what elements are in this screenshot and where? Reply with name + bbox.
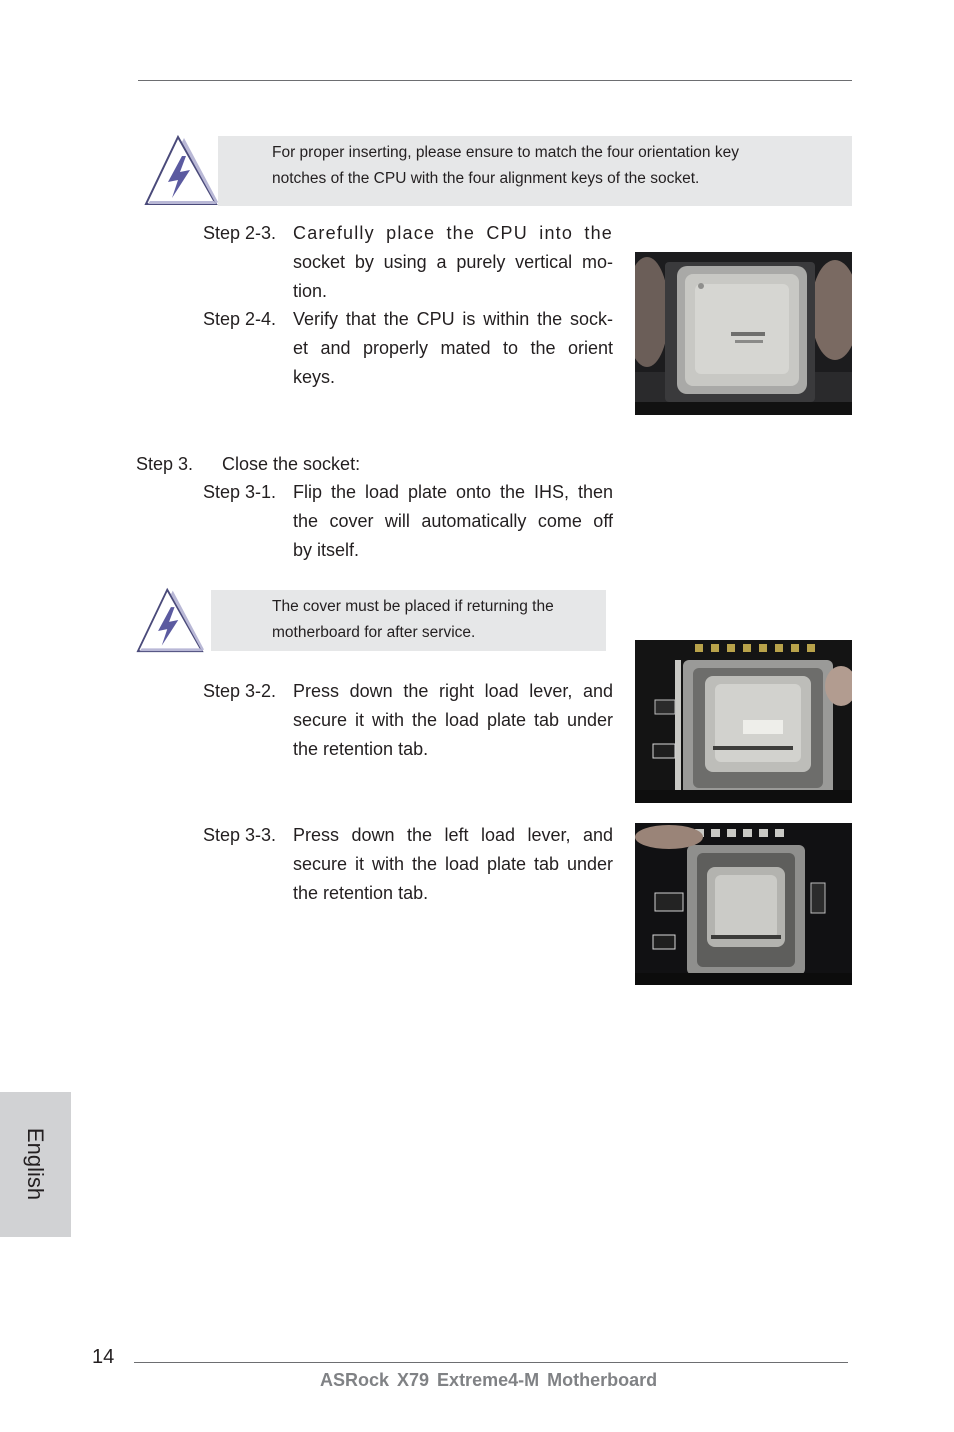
step-3-3-label: Step 3-3. — [203, 825, 277, 845]
note-orientation-line-1: For proper inserting, please ensure to match the four orientation key — [272, 144, 739, 161]
step-2-3-line-3: tion. — [293, 281, 328, 301]
step-3-2-label: Step 3-2. — [203, 681, 277, 701]
note-cover — [211, 590, 606, 651]
step-2-3-line-1: Carefully place the CPU into the — [293, 223, 613, 243]
warning-icon — [134, 587, 206, 653]
step-3-2-line-1: Press down the right load lever, and — [293, 681, 613, 701]
step-2-4-line-3: keys. — [293, 367, 336, 387]
step-3-text: Close the socket: — [222, 454, 361, 474]
note-orientation — [218, 136, 852, 206]
header-rule — [138, 80, 852, 81]
step-3-1-text — [293, 478, 613, 565]
note-orientation-line-2: notches of the CPU with the four alignment keys of the socket. — [272, 170, 700, 187]
left-lever-photo — [635, 823, 852, 985]
step-3-1-label: Step 3-1. — [203, 482, 277, 502]
page-number: 14 — [92, 1346, 115, 1368]
note-cover-line-1: The cover must be placed if returning the — [272, 598, 554, 615]
step-3-2-line-3: the retention tab. — [293, 739, 429, 759]
step-2-3-line-2: socket by using a purely vertical mo- — [293, 252, 613, 272]
footer-rule — [134, 1362, 848, 1363]
step-3-1-line-3: by itself. — [293, 540, 360, 560]
step-2-3-label: Step 2-3. — [203, 223, 277, 243]
step-2-3-text — [293, 219, 613, 306]
language-tab-label: English — [23, 1127, 48, 1201]
language-tab — [0, 1092, 71, 1237]
footer-title: ASRock X79 Extreme4-M Motherboard — [320, 1370, 658, 1390]
note-cover-line-2: motherboard for after service. — [272, 624, 476, 641]
step-2-4-label: Step 2-4. — [203, 309, 277, 329]
step-3-label: Step 3. — [136, 454, 194, 474]
step-2-4-line-2: et and properly mated to the orient — [293, 338, 613, 358]
step-3-1-line-1: Flip the load plate onto the IHS, then — [293, 482, 613, 502]
warning-icon — [142, 134, 220, 206]
step-3-2-line-2: secure it with the load plate tab under — [293, 710, 613, 730]
cpu-placing-photo — [635, 252, 852, 415]
step-2-4-line-1: Verify that the CPU is within the sock- — [293, 309, 613, 329]
step-3-1-line-2: the cover will automatically come off — [293, 511, 613, 531]
step-3-3-line-1: Press down the left load lever, and — [293, 825, 613, 845]
step-2-4-text — [293, 305, 613, 392]
step-3-3-line-2: secure it with the load plate tab under — [293, 854, 613, 874]
step-3-3-text — [293, 821, 613, 908]
right-lever-photo — [635, 640, 852, 803]
step-3-3-line-3: the retention tab. — [293, 883, 429, 903]
step-3-2-text — [293, 677, 613, 764]
